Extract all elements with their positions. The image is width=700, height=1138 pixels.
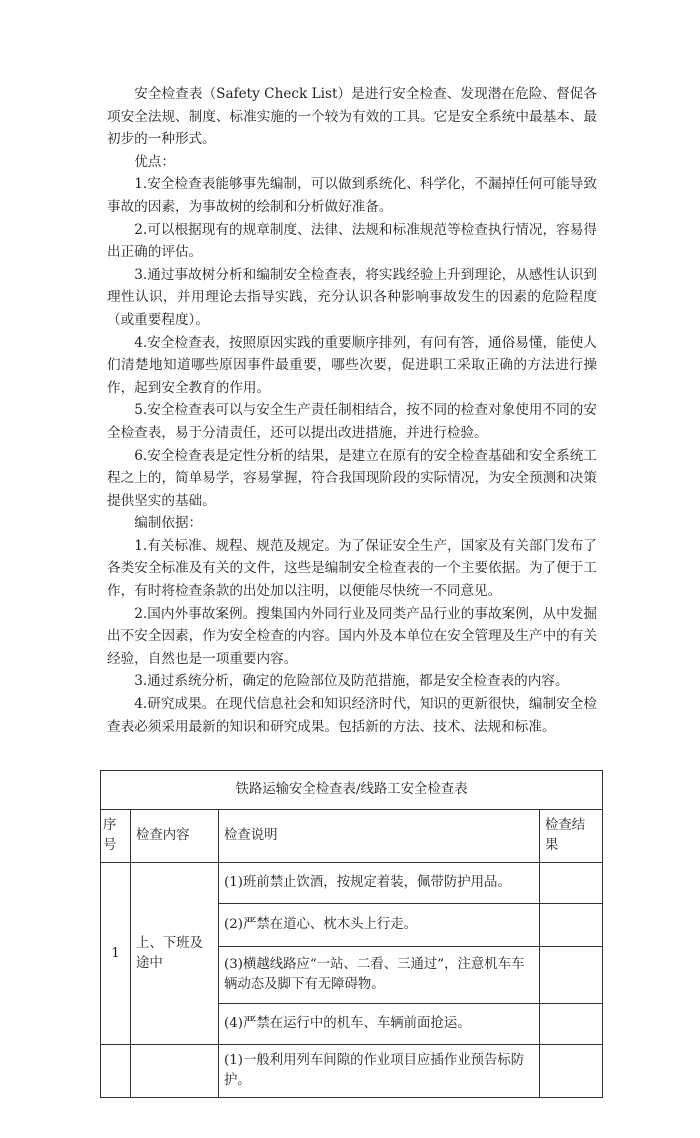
paragraph: 3.通过事故树分析和编制安全检查表，将实践经验上升到理论，从感性认识到理性认识，并用理论去指导实践，充分认识各种影响事故发生的因素的危险程度（或重要程度）。 <box>107 266 597 328</box>
row-result <box>540 1004 603 1045</box>
table-row <box>101 863 603 904</box>
paragraph: 优点： <box>134 153 175 170</box>
header-no: 序号 <box>101 810 131 863</box>
row-no <box>101 1045 131 1098</box>
paragraph: 编制依据： <box>134 515 203 532</box>
paragraph: 2.可以根据现有的规章制度、法律、法规和标准规范等检查执行情况，容易得出正确的评估。 <box>107 221 597 261</box>
body-text <box>107 83 597 738</box>
row-description: (3)横越线路应“一站、二看、三通过”，注意机车车辆动态及脚下有无障碍物。 <box>219 947 540 1004</box>
row-description: (1)一般利用列车间隙的作业项目应插作业预告标防护。 <box>219 1045 540 1098</box>
paragraph: 4.安全检查表，按照原因实践的重要顺序排列，有问有答，通俗易懂，能使人们清楚地知道哪些原因事件最重要，哪些次要，促进职工采取正确的方法进行操作，起到安全教育的作用。 <box>107 334 597 396</box>
paragraph: 1.有关标准、规程、规范及规定。为了保证安全生产，国家及有关部门发布了各类安全标准及有关的文件，这些是编制安全检查表的一个主要依据。为了便于工作，有时将检查条款的出处加以注明，以便能尽快统一不同意见。 <box>107 537 597 600</box>
table-title: 铁路运输安全检查表/线路工安全检查表 <box>101 771 603 810</box>
row-content: 上、下班及途中 <box>131 863 219 1045</box>
row-no: 1 <box>101 863 131 1045</box>
paragraph: 安全检查表（Safety Check List）是进行安全检查、发现潜在危险、督促各项安全法规、制度、标准实施的一个较为有效的工具。它是安全系统中最基本、最初步的一种形式。 <box>107 86 597 148</box>
safety-check-table <box>100 770 603 1098</box>
header-content: 检查内容 <box>131 810 219 863</box>
row-result <box>540 904 603 947</box>
paragraph: 6.安全检查表是定性分析的结果，是建立在原有的安全检查基础和安全系统工程之上的，简单易学，容易掌握，符合我国现阶段的实际情况，为安全预测和决策提供坚实的基础。 <box>107 447 597 509</box>
row-result <box>540 863 603 904</box>
row-description: (4)严禁在运行中的机车、车辆前面抢运。 <box>219 1004 540 1045</box>
header-description: 检查说明 <box>219 810 540 863</box>
row-description: (1)班前禁止饮酒，按规定着装，佩带防护用品。 <box>219 863 540 904</box>
row-description: (2)严禁在道心、枕木头上行走。 <box>219 904 540 947</box>
paragraph: 3.通过系统分析，确定的危险部位及防范措施，都是安全检查表的内容。 <box>134 673 569 690</box>
header-result: 检查结果 <box>540 810 603 863</box>
paragraph: 4.研究成果。在现代信息社会和知识经济时代，知识的更新很快，编制安全检查表必须采用最新的知识和研究成果。包括新的方法、技术、法规和标准。 <box>107 696 597 735</box>
paragraph: 2.国内外事故案例。搜集国内外同行业及同类产品行业的事故案例，从中发掘出不安全因素，作为安全检查的内容。国内外及本单位在安全管理及生产中的有关经验，自然也是一项重要内容。 <box>107 605 597 667</box>
row-content <box>131 1045 219 1098</box>
paragraph: 5.安全检查表可以与安全生产责任制相结合，按不同的检查对象使用不同的安全检查表，易于分清责任，还可以提出改进措施，并进行检验。 <box>107 402 597 441</box>
row-result <box>540 947 603 1004</box>
paragraph: 1.安全检查表能够事先编制，可以做到系统化、科学化，不漏掉任何可能导致事故的因素，为事故树的绘制和分析做好准备。 <box>107 176 597 215</box>
row-result <box>540 1045 603 1098</box>
table-row <box>101 1045 603 1098</box>
